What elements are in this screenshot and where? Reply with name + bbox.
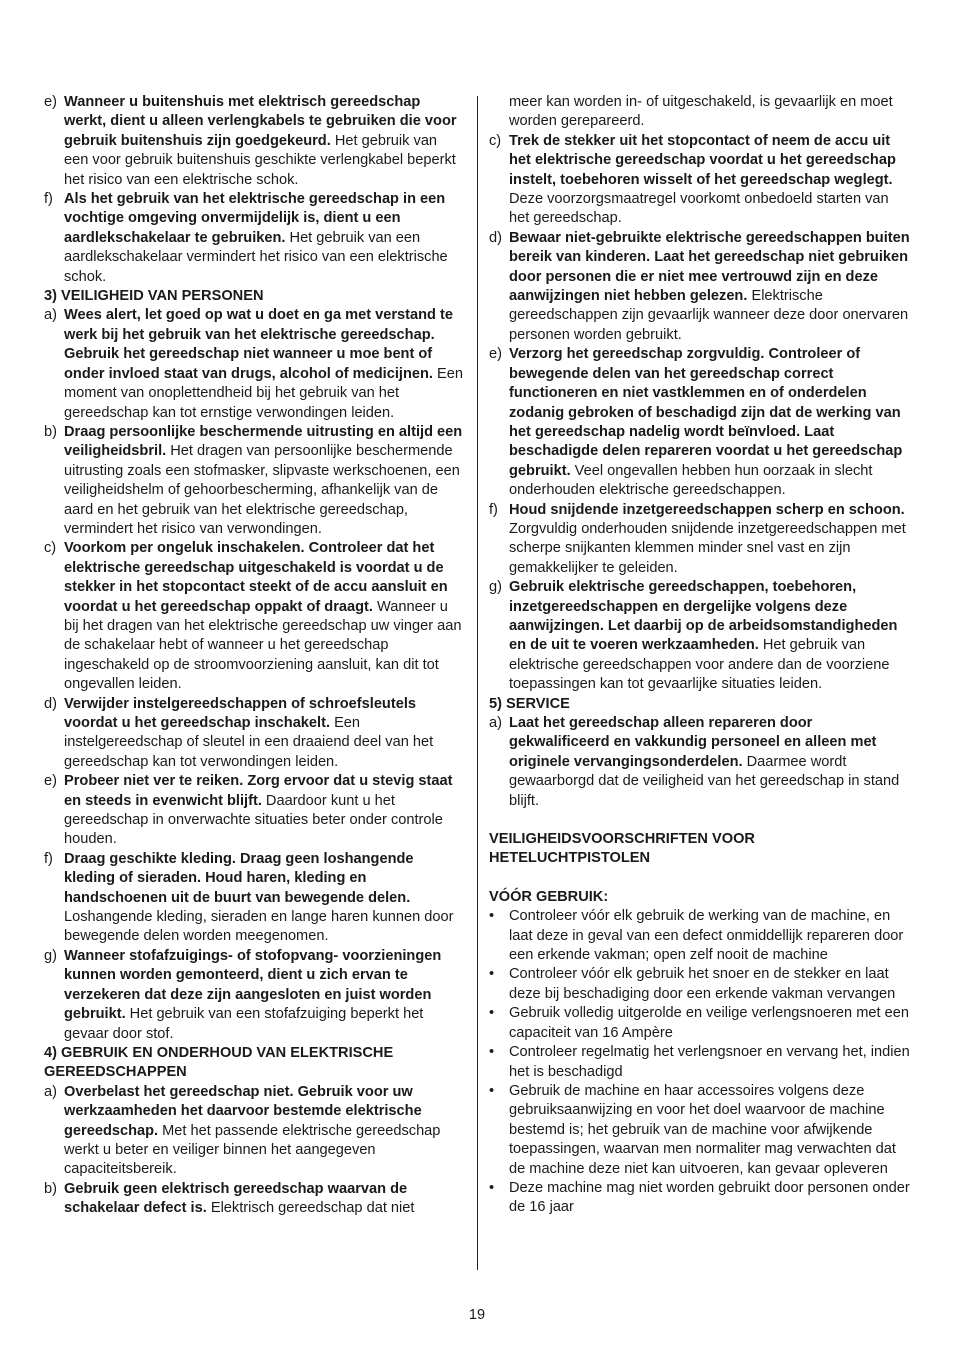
item-text [64,1180,464,1219]
item-bold-text: Wanneer u buitenshuis met elektrisch gereedschap werkt, dient u alleen verlengkabels te gebruiken die voor gebruik buitenshuis zijn goedgekeurd. [64,94,457,149]
item-body-text: Zorgvuldig onderhouden snijdende inzetgereedschappen met scherpe snijkanten klemmen minder snel vast en zijn gemakkelijker te geleiden. [509,520,906,576]
item-bold-text: Trek de stekker uit het stopcontact of neem de accu uit het elektrische gereedschap voordat u het gereedschap instelt, toebehoren wisselt of het gereedschap weglegt. [509,132,896,188]
list-item [489,501,911,579]
item-label: b) [44,1180,57,1197]
item-text [509,1082,911,1179]
section-gap [489,869,911,888]
bullet-marker: • [489,1005,495,1022]
item-label: a) [44,1083,57,1100]
bullet-marker: • [489,1044,495,1061]
bullet-marker: • [489,966,495,983]
section-heading: 3) VEILIGHEID VAN PERSONEN [44,288,264,305]
item-label: g) [44,947,57,964]
item-text [64,772,464,850]
item-body-text: Het gebruik van elektrische gereedschappen voor andere dan de voorziene toepassingen kan tot gevaarlijke situaties leiden. [509,637,890,693]
item-bold-text: Draag geschikte kleding. Draag geen loshangende kleding of sieraden. Houd haren, kleding en handschoenen uit de buurt van bewegende delen. [64,850,414,906]
item-label: f) [44,850,53,867]
item-text [509,714,911,811]
bullet-marker: • [489,1082,495,1099]
item-body-text: Een moment van onoplettendheid bij het gebruik van het gereedschap kan tot ernstige verwondingen leiden. [64,365,463,421]
continued-paragraph: meer kan worden in- of uitgeschakeld, is gevaarlijk en moet worden gerepareerd. [509,94,893,130]
item-text [64,423,464,539]
item-text [64,93,464,190]
list-item [44,423,464,539]
item-body-text: Het dragen van persoonlijke beschermende uitrusting zoals een stofmasker, slipvaste werkschoenen, een veiligheidshelm of gehoorbescherming, afhankelijk van de aard en het gebruik van het elektrische gereedschap, vermindert het risico van verwondingen. [64,443,460,537]
item-body-text: Daardoor kunt u het gereedschap in onverwachte situaties beter onder controle houden. [64,792,443,848]
item-label: e) [489,346,502,363]
item-body-text: Veel ongevallen hebben hun oorzaak in slecht onderhouden elektrische gereedschappen. [509,462,873,499]
item-text [509,1043,911,1082]
item-text [509,907,911,965]
item-text [64,947,464,1044]
bullet-item [489,1043,911,1082]
item-body-text: Gebruik volledig uitgerolde en veilige verlengsnoeren met een capaciteit van 16 Ampère [509,1005,909,1041]
list-item [44,93,464,190]
section-heading: VÓÓR GEBRUIK: [489,888,609,905]
item-body-text: Het gebruik van een stofafzuiging beperkt het gevaar door stof. [64,1006,424,1042]
page-number: 19 [468,1307,486,1323]
item-bold-text: Draag persoonlijke beschermende uitrusting en altijd een veiligheidsbril. [64,423,463,460]
item-text [64,1083,464,1180]
item-body-text: Controleer vóór elk gebruik de werking van de machine, en laat deze in geval van een defect onmiddellijk repareren door een erkende vakman; open zelf nooit de machine [509,908,904,964]
item-label: a) [489,715,502,731]
item-body-text: Wanneer u bij het dragen van het elektrische gereedschap uw vinger aan de schakelaar hebt of wanneer u het gereedschap ingeschakeld op de stroomvoorziening aansluit, kan dit tot ongevallen leiden. [64,598,462,693]
column-divider [477,96,478,1270]
bullet-item [489,1179,911,1218]
list-item [489,578,911,694]
item-text [509,501,911,579]
list-item [44,772,464,850]
item-body-text: Loshangende kleding, sieraden en lange haren kunnen door bewegende delen worden meegenomen. [64,909,454,945]
list-item [489,345,911,500]
item-label: e) [44,773,57,790]
bullet-item [489,907,911,965]
item-bold-text: Gebruik elektrische gereedschappen, toebehoren, inzetgereedschappen en dergelijke volgens deze aanwijzingen. Let daarbij op de arbeidsomstandigheden en de uit te voeren werkzaamheden. [509,579,898,654]
list-item [489,229,911,345]
item-bold-text: Overbelast het gereedschap niet. Gebruik voor uw werkzaamheden het daarvoor bestemde elektrische gereedschap. [64,1083,422,1139]
item-body-text: Deze machine mag niet worden gebruikt door personen onder de 16 jaar [509,1179,910,1216]
item-label: f) [44,191,53,208]
item-text [509,578,911,694]
list-item [44,1083,464,1180]
item-label: e) [44,94,57,110]
item-body-text: Daarmee wordt gewaarborgd dat de veiligheid van het gereedschap in stand blijft. [509,753,900,809]
bullet-item [489,965,911,1004]
item-body-text: Met het passende elektrische gereedschap werkt u beter en veiliger binnen het aangegeven capaciteitsbereik. [64,1122,441,1178]
right-column [489,93,911,1218]
section-heading: VEILIGHEIDSVOORSCHRIFTEN VOOR HETELUCHTPISTOLEN [489,831,755,867]
item-body-text: Elektrische gereedschappen zijn gevaarlijk wanneer deze door onervaren personen worden gebruikt. [509,288,909,343]
list-item [44,190,464,287]
item-label: c) [489,132,502,149]
item-bold-text: Bewaar niet-gebruikte elektrische gereedschappen buiten bereik van kinderen. Laat het gereedschap niet gebruiken door personen die er niet mee vertrouwd zijn en deze aanwijzingen niet hebben gelezen. [509,229,910,305]
item-body-text: Controleer vóór elk gebruik het snoer en de stekker en laat deze bij beschadiging door een erkende vakman vervangen [509,966,896,1002]
bullet-item [489,1082,911,1179]
left-column [44,93,464,1219]
list-item [44,947,464,1044]
item-body-text: Gebruik de machine en haar accessoires volgens deze gebruiksaanwijzing en voor het doel waarvoor de machine bestemd is; het gebruik van de machine voor afwijkende toepassingen, waarvan men normaliter mag verwachten dat de machine deze niet kan uitvoeren, kan gevaar opleveren [509,1082,896,1177]
item-label: c) [44,540,57,557]
section-heading: 5) SERVICE [489,695,570,712]
item-label: a) [44,307,57,324]
item-bold-text: Houd snijdende inzetgereedschappen scherp en schoon. [509,501,905,518]
item-body-text: Controleer regelmatig het verlengsnoer en vervang het, indien het is beschadigd [509,1044,910,1080]
item-label: b) [44,423,57,440]
item-bold-text: Wees alert, let goed op wat u doet en ga met verstand te werk bij het gebruik van het elektrische gereedschap. Gebruik het gereedschap niet wanneer u moe bent of onder invloed staat van drugs, alcohol of medicijnen. [64,307,453,382]
list-item [489,132,911,229]
item-label: d) [489,229,502,246]
bullet-marker: • [489,908,495,925]
item-bold-text: Verzorg het gereedschap zorgvuldig. Controleer of bewegende delen van het gereedschap correct functioneren en niet vastklemmen en of onderdelen zodanig gebroken of beschadigd zijn dat de werking van het gereedschap nadelig wordt beïnvloed. Laat beschadigde delen repareren voordat u het gereedschap gebruikt. [509,346,903,479]
item-text [64,850,464,947]
list-item [44,306,464,422]
section-gap [489,811,911,830]
item-body-text: Het gebruik van een voor gebruik buitenshuis geschikte verlengkabel beperkt het risico van een elektrische schok. [64,132,456,188]
item-bold-text: Gebruik geen elektrisch gereedschap waarvan de schakelaar defect is. [64,1180,408,1217]
item-text [509,132,911,229]
item-text [64,190,464,287]
item-body-text: Elektrisch gereedschap dat niet [206,1200,415,1217]
list-item [44,695,464,773]
item-body-text: Een instelgereedschap of sleutel in een draaiend deel van het gereedschap kan tot verwondingen leiden. [64,715,434,770]
item-text [64,306,464,422]
bullet-marker: • [489,1179,495,1196]
item-text [509,1179,911,1218]
list-item [489,714,911,811]
item-text [509,229,911,345]
item-label: d) [44,695,57,712]
item-body-text: Het gebruik van een aardlekschakelaar vermindert het risico van een elektrische schok. [64,229,448,285]
item-bold-text: Laat het gereedschap alleen repareren door gekwalificeerd en vakkundig personeel en alleen met originele vervangingsonderdelen. [509,715,877,770]
item-text [509,1004,911,1043]
item-text [509,345,911,500]
item-label: f) [489,501,498,518]
list-item [44,1180,464,1219]
item-bold-text: Voorkom per ongeluk inschakelen. Controleer dat het elektrische gereedschap uitgeschakeld is voordat u de stekker in het stopcontact steekt of de accu aansluit en voordat u het gereedschap oppakt of draagt. [64,540,448,615]
item-text [64,539,464,694]
item-label: g) [489,579,502,596]
item-bold-text: Wanneer stofafzuigings- of stofopvang- voorzieningen kunnen worden gemonteerd, dient u zich ervan te verzekeren dat deze zijn aangesloten en juist worden gebruikt. [64,947,442,1023]
section-heading: 4) GEBRUIK EN ONDERHOUD VAN ELEKTRISCHE GEREEDSCHAPPEN [44,1044,394,1081]
bullet-item [489,1004,911,1043]
item-bold-text: Verwijder instelgereedschappen of schroefsleutels voordat u het gereedschap inschakelt. [64,695,416,731]
item-text [64,695,464,773]
item-bold-text: Als het gebruik van het elektrische gereedschap in een vochtige omgeving onvermijdelijk is, dient u een aardlekschakelaar te gebruiken. [64,191,446,246]
item-bold-text: Probeer niet ver te reiken. Zorg ervoor dat u stevig staat en steeds in evenwicht blijft. [64,773,453,809]
list-item [44,539,464,694]
item-text [509,965,911,1004]
item-body-text: Deze voorzorgsmaatregel voorkomt onbedoeld starten van het gereedschap. [509,191,889,227]
list-item [44,850,464,947]
